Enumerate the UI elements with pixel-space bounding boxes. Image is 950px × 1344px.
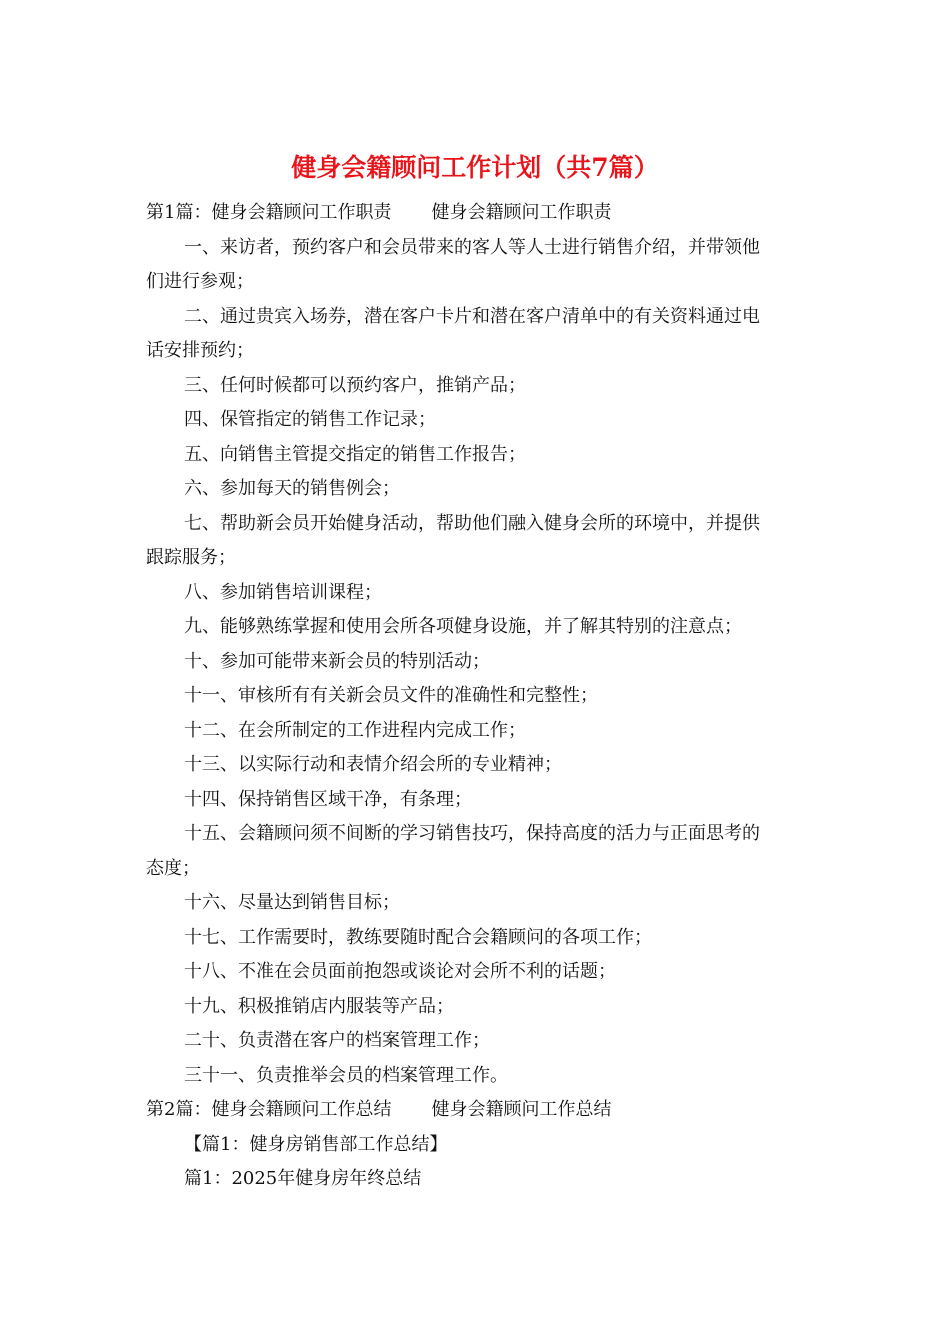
paragraph-line: 十九、积极推销店内服装等产品； [184, 995, 454, 1017]
paragraph-line: 跟踪服务； [146, 547, 236, 568]
paragraph-line: 十一、审核所有有关新会员文件的准确性和完整性； [184, 685, 598, 706]
paragraph-line: 十六、尽量达到销售目标； [184, 892, 400, 913]
paragraph-line: 八、参加销售培训课程； [184, 581, 382, 603]
paragraph-line: 十四、保持销售区域干净，有条理； [184, 788, 472, 810]
paragraph-line: 五、向销售主管提交指定的销售工作报告； [184, 443, 526, 465]
paragraph-line: 十三、以实际行动和表情介绍会所的专业精神； [184, 754, 562, 775]
chapter-2-heading-line [146, 1093, 806, 1128]
paragraph-line: 三、任何时候都可以预约客户，推销产品； [184, 374, 526, 396]
chapter-2-heading: 第2篇：健身会籍顾问工作总结 [146, 1099, 392, 1120]
paragraph-line: 十、参加可能带来新会员的特别活动； [184, 650, 490, 672]
paragraph-line: 十八、不准在会员面前抱怨或谈论对会所不利的话题； [184, 961, 616, 982]
paragraph-line: 十五、会籍顾问须不间断的学习销售技巧，保持高度的活力与正面思考的 [184, 823, 760, 844]
chapter-2-subheading: 健身会籍顾问工作总结 [431, 1099, 612, 1120]
paragraph-line: 态度； [146, 857, 200, 879]
paragraph-line: 二十、负责潜在客户的档案管理工作； [184, 1030, 490, 1051]
document-body [146, 196, 806, 1197]
paragraph-line: 们进行参观； [146, 271, 254, 292]
paragraph-line: 七、帮助新会员开始健身活动，帮助他们融入健身会所的环境中，并提供 [184, 512, 760, 534]
chapter-1-subheading: 健身会籍顾问工作职责 [431, 202, 612, 223]
paragraph-line: 三十一、负责推举会员的档案管理工作。 [184, 1064, 508, 1086]
paragraph-line: 九、能够熟练掌握和使用会所各项健身设施，并了解其特别的注意点； [184, 616, 742, 637]
paragraph-line: 六、参加每天的销售例会； [184, 478, 400, 499]
paragraph-line: 二、通过贵宾入场券，潜在客户卡片和潜在客户清单中的有关资料通过电 [184, 305, 760, 327]
paragraph-line: 四、保管指定的销售工作记录； [184, 409, 436, 430]
paragraph-line: 十二、在会所制定的工作进程内完成工作； [184, 719, 526, 741]
section-heading: 【篇1：健身房销售部工作总结】 [184, 1133, 448, 1155]
paragraph-line: 一、来访者，预约客户和会员带来的客人等人士进行销售介绍，并带领他 [184, 236, 760, 258]
chapter-1-heading: 第1篇：健身会籍顾问工作职责 [146, 202, 392, 223]
paragraph-line: 话安排预约； [146, 340, 254, 361]
subsection-heading: 篇1：2025年健身房年终总结 [184, 1168, 422, 1189]
chapter-1-heading-line [146, 196, 806, 231]
document-title: 健身会籍顾问工作计划（共7篇） [291, 153, 659, 182]
paragraph-line: 十七、工作需要时，教练要随时配合会籍顾问的各项工作； [184, 926, 652, 948]
